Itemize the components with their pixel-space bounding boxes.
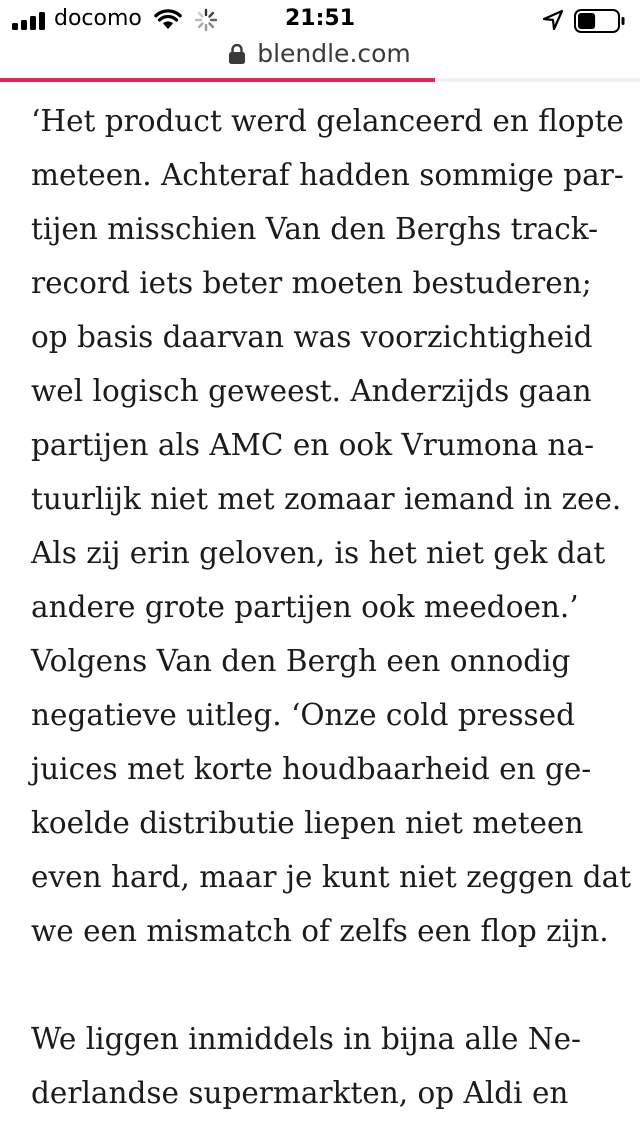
clock: 21:51 [284, 6, 356, 31]
article-body [31, 94, 631, 1120]
article-paragraph [31, 1012, 631, 1120]
text-line: op basis daarvan was voorzichtigheid [31, 320, 593, 354]
text-line: we een mismatch of zelfs een flop zijn. [31, 914, 609, 948]
battery-icon [574, 9, 626, 33]
text-line: Als zij erin geloven, is het niet gek dat [31, 536, 606, 570]
text-line: meteen. Achteraf hadden sommige par- [31, 158, 624, 192]
text-line: andere grote partijen ook meedoen.’ [31, 590, 579, 624]
text-line: ‘Het product werd gelanceerd en flopte [31, 104, 624, 138]
text-line: koelde distributie liepen niet meteen [31, 806, 584, 840]
text-line: even hard, maar je kunt niet zeggen dat [31, 860, 632, 894]
status-bar [0, 0, 640, 40]
page-load-progress [0, 78, 640, 82]
text-line: juices met korte houdbaarheid en ge- [31, 752, 592, 786]
location-arrow-icon [542, 9, 564, 31]
text-line: record iets beter moeten bestuderen; [31, 266, 592, 300]
text-line: Volgens Van den Bergh een onnodig [31, 644, 571, 678]
text-line: derlandse supermarkten, op Aldi en [31, 1076, 569, 1110]
carrier-name: docomo [54, 6, 142, 31]
text-line: We liggen inmiddels in bijna alle Ne- [31, 1022, 582, 1056]
text-line: tuurlijk niet met zomaar iemand in zee. [31, 482, 622, 516]
text-line: wel logisch geweest. Anderzijds gaan [31, 374, 592, 408]
article-paragraph [31, 94, 631, 958]
address-bar[interactable] [0, 36, 640, 76]
paragraph-spacer [31, 958, 631, 1012]
text-line: tijen misschien Van den Berghs track- [31, 212, 599, 246]
lock-icon [229, 44, 245, 64]
url-text: blendle.com [257, 39, 411, 68]
battery-level-fill [578, 13, 595, 29]
page-load-progress-fill [0, 78, 435, 82]
text-line: negatieve uitleg. ‘Onze cold pressed [31, 698, 575, 732]
text-line: partijen als AMC en ook Vrumona na- [31, 428, 595, 462]
